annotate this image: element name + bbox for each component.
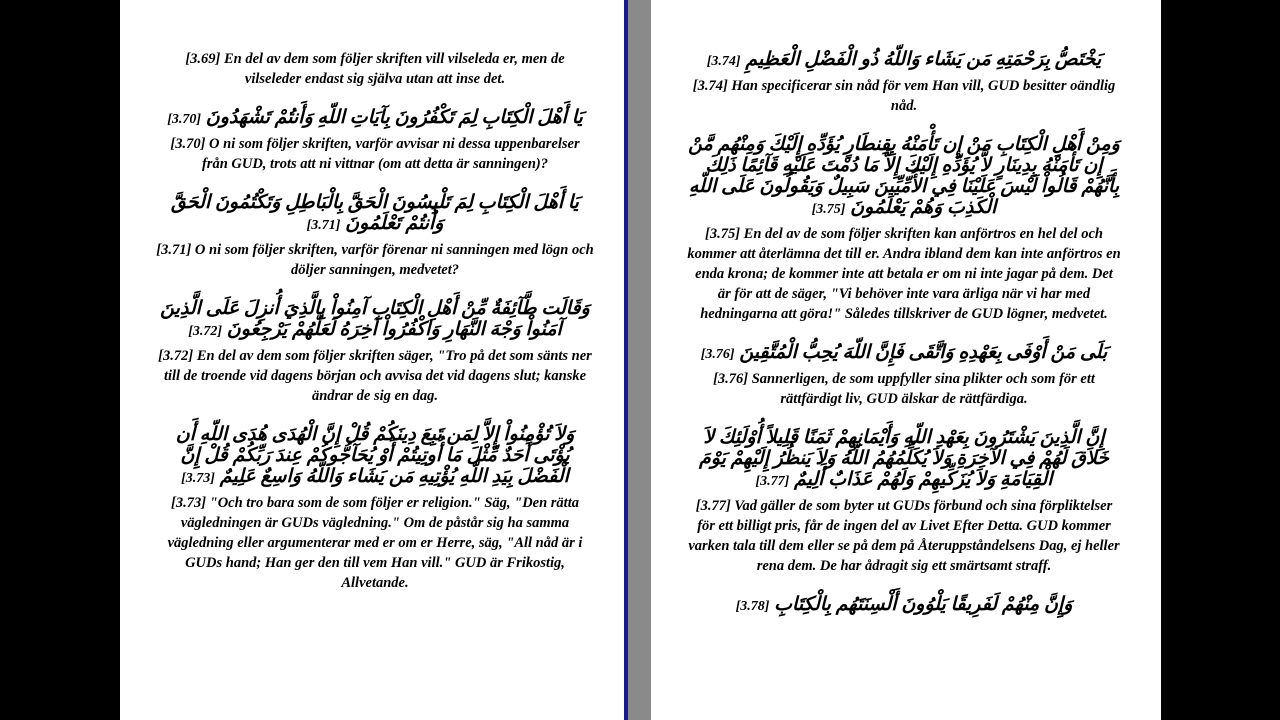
verse-3-69	[156, 49, 594, 89]
verse-arabic-text: بَلَى مَنْ أَوْفَى بِعَهْدِهِ وَاتَّقَى فَإِنَّ اللّهَ يُحِبُّ الْمُتَّقِينَ	[739, 342, 1108, 363]
verse-arabic	[687, 134, 1121, 220]
verse-number: [3.74]	[706, 54, 741, 69]
verse-translation: [3.71] O ni som följer skriften, varför förenar ni sanningen med lögn och döljer sanningen, medvetet?	[156, 242, 594, 278]
verse-3-75	[687, 134, 1121, 324]
verse-arabic	[687, 342, 1121, 365]
right-page-content	[651, 0, 1161, 635]
verse-arabic	[156, 298, 594, 342]
right-page	[651, 0, 1161, 720]
verse-arabic	[156, 192, 594, 236]
verse-translation: [3.69] En del av dem som följer skriften vill vilseleda er, men de vilseleder endast sig själva utan att inse det.	[185, 51, 565, 87]
page-gutter	[628, 0, 651, 720]
verse-arabic	[687, 49, 1121, 72]
verse-3-78	[687, 594, 1121, 617]
verse-3-74	[687, 49, 1121, 116]
left-page	[120, 0, 628, 720]
verse-arabic-text: وَمِنْ أَهْلِ الْكِتَابِ مَنْ إِن تَأْمَنْهُ بِقِنطَارٍ يُؤَدِّهِ إِلَيْكَ وَمِنْهُم مَّنْ إِن تَأْمَنْهُ بِدِينَارٍ لاَّ يُؤَدِّهِ إِلَيْكَ إِلاَّ مَا دُمْتَ عَلَيْهِ قَآئِمًا ذَلِكَ بِأَنَّهُمْ قَالُواْ لَيْسَ عَلَيْنَا فِي الأُمِّيِّينَ سَبِيلٌ وَيَقُولُونَ عَلَى اللّهِ الْكَذِبَ وَهُمْ يَعْلَمُونَ	[688, 134, 1120, 218]
verse-number: [3.70]	[167, 112, 202, 127]
verse-number: [3.77]	[755, 474, 790, 489]
verse-3-71	[156, 192, 594, 280]
verse-number: [3.76]	[700, 347, 735, 362]
verse-arabic	[156, 424, 594, 489]
verse-number: [3.71]	[306, 218, 341, 233]
verse-arabic-text: وَلاَ تُؤْمِنُواْ إِلاَّ لِمَن تَبِعَ دِينَكُمْ قُلْ إِنَّ الْهُدَى هُدَى اللّهِ أَن يُؤْتَى أَحَدٌ مِّثْلَ مَا أُوتِيتُمْ أَوْ يُحَآجُّوكُمْ عِندَ رَبِّكُمْ قُلْ إِنَّ الْفَضْلَ بِيَدِ اللّهِ يُؤْتِيهِ مَن يَشَاء وَاللّهُ وَاسِعٌ عَلِيمٌ	[175, 424, 575, 487]
verse-translation: [3.74] Han specificerar sin nåd för vem Han vill, GUD besitter oändlig nåd.	[692, 78, 1116, 114]
verse-arabic-text: يَخْتَصُّ بِرَحْمَتِهِ مَن يَشَاء وَاللّهُ ذُو الْفَضْلِ الْعَظِيمِ	[745, 49, 1102, 70]
verse-translation: [3.73] "Och tro bara som de som följer er religion." Säg, "Den rätta vägledningen är GUDs vägledning." Om de påstår sig ha samma vägledning eller argumenterar med er om er Herre, säg, "All nåd är i GUDs hand; Han ger den till vem Han vill." GUD är Frikostig, Allvetande.	[167, 495, 583, 591]
verse-arabic-text: وَإِنَّ مِنْهُمْ لَفَرِيقًا يَلْوُونَ أَلْسِنَتَهُم بِالْكِتَابِ	[774, 594, 1073, 615]
verse-translation: [3.77] Vad gäller de som byter ut GUDs förbund och sina förpliktelser för ett billigt pris, får de ingen del av Livet Efter Detta. GUD kommer varken tala till dem eller se på dem på Återuppståndelsens Dag, ej heller rena dem. De har ådragit sig ett smärtsamt straff.	[688, 498, 1120, 574]
verse-arabic-text: إِنَّ الَّذِينَ يَشْتَرُونَ بِعَهْدِ اللّهِ وَأَيْمَانِهِمْ ثَمَنًا قَلِيلاً أُوْلَئِكَ لاَ خَلاَقَ لَهُمْ فِي الآخِرَةِ وَلاَ يُكَلِّمُهُمُ اللّهُ وَلاَ يَنظُرُ إِلَيْهِمْ يَوْمَ الْقِيَامَةِ وَلاَ يُزَكِّيهِمْ وَلَهُمْ عَذَابٌ أَلِيمٌ	[699, 427, 1109, 490]
verse-translation: [3.72] En del av dem som följer skriften säger, "Tro på det som sänts ner till de troende vid dagens början och avvisa det vid dagens slut; kanske ändrar de sig en dag.	[158, 348, 592, 404]
verse-translation: [3.75] En del av de som följer skriften kan anförtros en hel del och kommer att återlämna det till er. Andra ibland dem kan inte anförtros en enda krona; de kommer inte att betala er om ni inte jagar på dem. Det är för att de säger, "Vi behöver inte vara ärliga när vi har med hedningarna att göra!" Således tillskriver de GUD lögner, medvetet.	[687, 226, 1121, 322]
verse-3-76	[687, 342, 1121, 409]
verse-arabic-text: يَا أَهْلَ الْكِتَابِ لِمَ تَكْفُرُونَ بِآيَاتِ اللّهِ وَأَنتُمْ تَشْهَدُونَ	[205, 107, 583, 128]
verse-number: [3.72]	[188, 324, 223, 339]
verse-3-73	[156, 424, 594, 593]
verse-arabic-text: وَقَالَت طَّآئِفَةٌ مِّنْ أَهْلِ الْكِتَابِ آمِنُواْ بِالَّذِيَ أُنزِلَ عَلَى الَّذِينَ آمَنُواْ وَجْهَ النَّهَارِ وَاكْفُرُواْ آخِرَهُ لَعَلَّهُمْ يَرْجِعُونَ	[160, 298, 590, 340]
verse-3-72	[156, 298, 594, 406]
verse-translation: [3.70] O ni som följer skriften, varför avvisar ni dessa uppenbarelser från GUD, trots att ni vittnar (om att detta är sanningen)?	[170, 136, 580, 172]
verse-arabic-text: يَا أَهْلَ الْكِتَابِ لِمَ تَلْبِسُونَ الْحَقَّ بِالْبَاطِلِ وَتَكْتُمُونَ الْحَقَّ وَأَنتُمْ تَعْلَمُونَ	[171, 192, 579, 234]
left-page-content	[120, 0, 624, 611]
verse-3-77	[687, 427, 1121, 576]
verse-number: [3.78]	[735, 599, 770, 614]
verse-translation: [3.76] Sannerligen, de som uppfyller sina plikter och som för ett rättfärdigt liv, GUD älskar de rättfärdiga.	[713, 371, 1095, 407]
verse-arabic	[156, 107, 594, 130]
verse-number: [3.73]	[181, 471, 215, 486]
verse-arabic	[687, 594, 1121, 617]
verse-arabic	[687, 427, 1121, 492]
verse-number: [3.75]	[811, 202, 846, 217]
verse-3-70	[156, 107, 594, 174]
